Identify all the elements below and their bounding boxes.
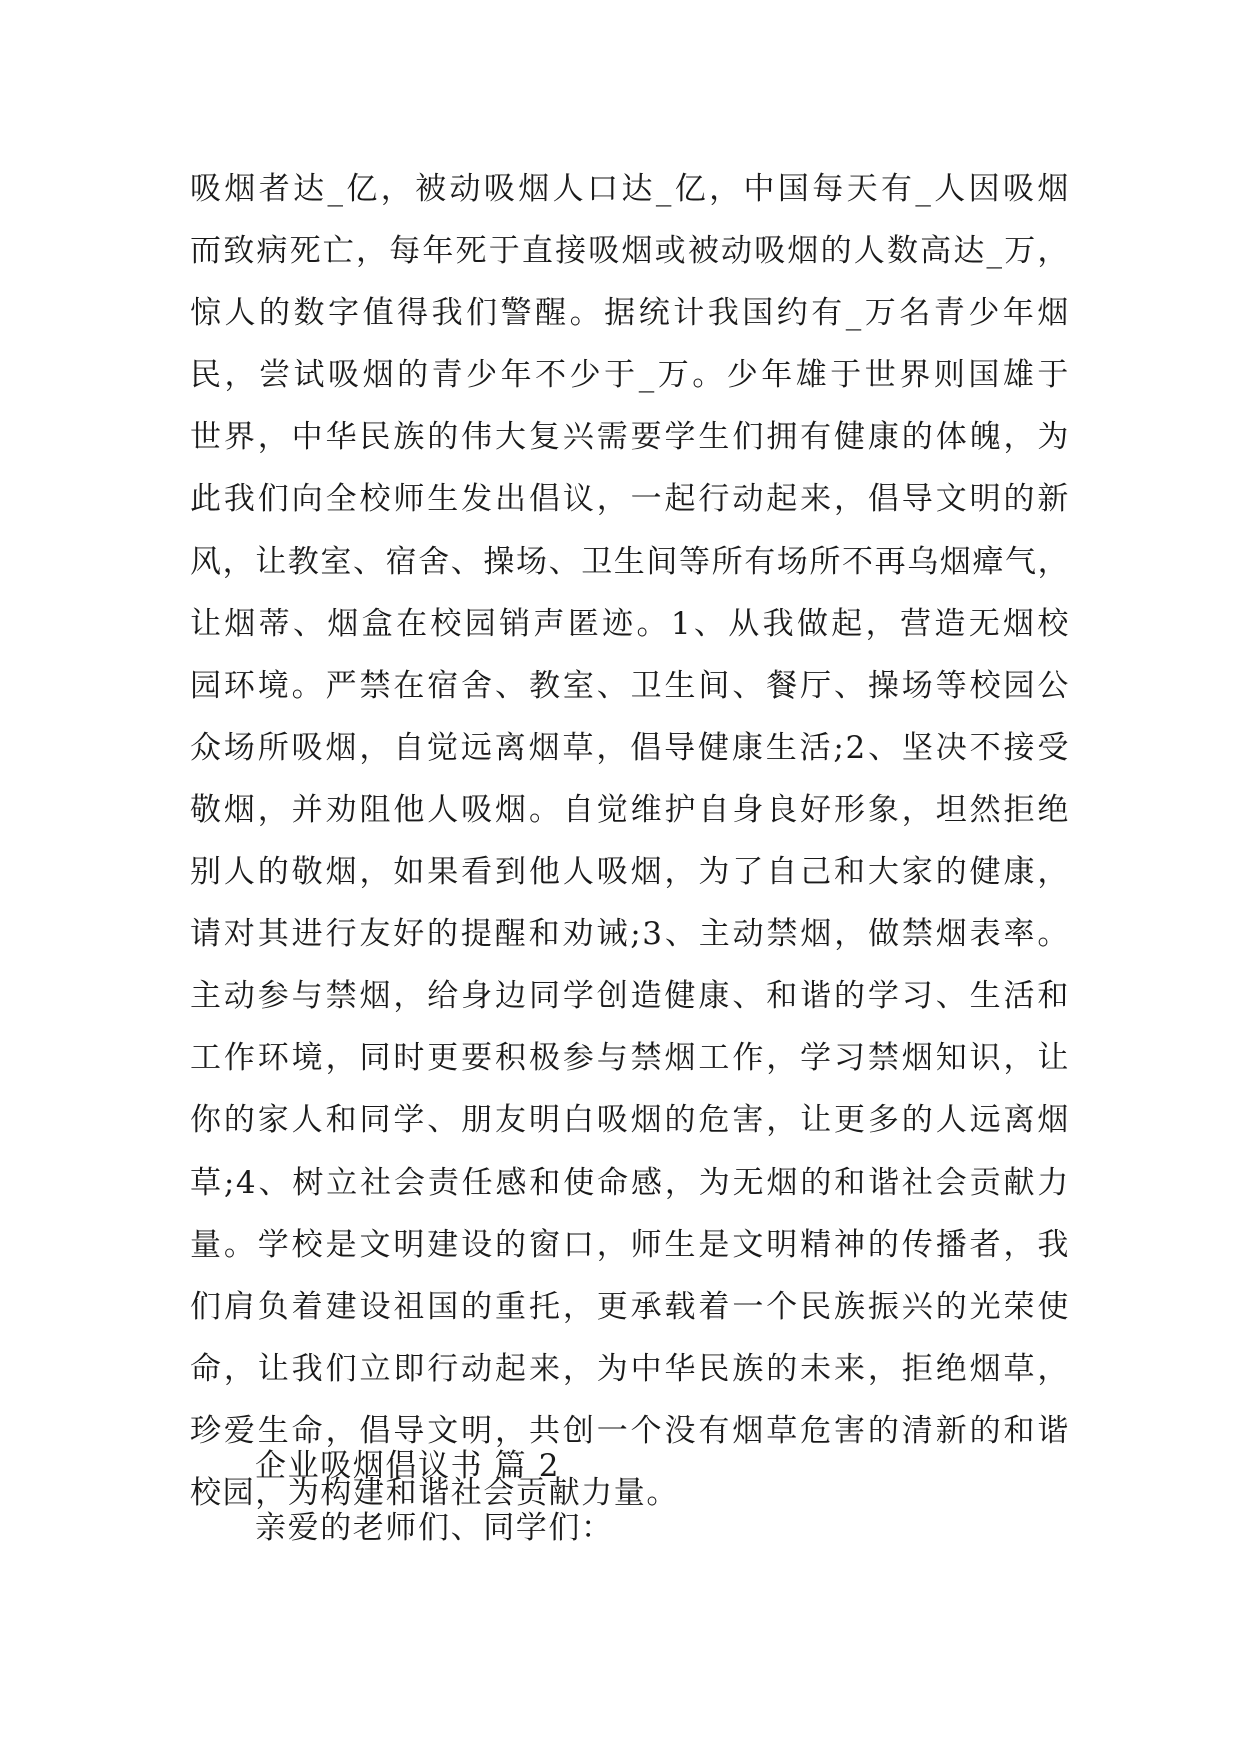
text-line: 量。学校是文明建设的窗口，师生是文明精神的传播者，我	[190, 1226, 1070, 1263]
text-line: 此我们向全校师生发出倡议，一起行动起来，倡导文明的新	[190, 481, 1070, 518]
text-line: 园环境。严禁在宿舍、教室、卫生间、餐厅、操场等校园公	[190, 667, 1070, 704]
text-line: 风，让教室、宿舍、操场、卫生间等所有场所不再乌烟瘴气，	[190, 543, 1071, 580]
text-line: 主动参与禁烟，给身边同学创造健康、和谐的学习、生活和	[190, 978, 1070, 1015]
text-line: 别人的敬烟，如果看到他人吸烟，为了自己和大家的健康，	[190, 854, 1070, 891]
text-line: 世界，中华民族的伟大复兴需要学生们拥有健康的体魄，为	[190, 419, 1070, 456]
text-line: 珍爱生命，倡导文明，共创一个没有烟草危害的清新的和谐	[190, 1412, 1070, 1449]
text-line: 敬烟，并劝阻他人吸烟。自觉维护自身良好形象，坦然拒绝	[190, 791, 1070, 828]
text-line: 而致病死亡，每年死于直接吸烟或被动吸烟的人数高达_万，	[190, 233, 1070, 270]
section-heading: 企业吸烟倡议书 篇 2	[255, 1448, 561, 1484]
text-line: 们肩负着建设祖国的重托，更承载着一个民族振兴的光荣使	[190, 1288, 1070, 1325]
text-line: 工作环境，同时更要积极参与禁烟工作，学习禁烟知识，让	[190, 1040, 1070, 1077]
text-line: 草;4、树立社会责任感和使命感，为无烟的和谐社会贡献力	[190, 1164, 1070, 1201]
body-paragraph	[190, 158, 1070, 1524]
text-line-last: 校园，为构建和谐社会贡献力量。	[190, 1474, 679, 1511]
salutation: 亲爱的老师们、同学们：	[255, 1510, 614, 1546]
text-line: 请对其进行友好的提醒和劝诫;3、主动禁烟，做禁烟表率。	[190, 916, 1070, 953]
text-line: 民，尝试吸烟的青少年不少于_万。少年雄于世界则国雄于	[190, 357, 1070, 394]
text-line: 吸烟者达_亿，被动吸烟人口达_亿，中国每天有_人因吸烟	[190, 171, 1070, 207]
text-line: 命，让我们立即行动起来，为中华民族的未来，拒绝烟草，	[190, 1350, 1070, 1387]
text-line: 惊人的数字值得我们警醒。据统计我国约有_万名青少年烟	[190, 295, 1070, 332]
text-line: 你的家人和同学、朋友明白吸烟的危害，让更多的人远离烟	[190, 1102, 1070, 1139]
text-line: 众场所吸烟，自觉远离烟草，倡导健康生活;2、坚决不接受	[190, 729, 1070, 766]
text-line: 让烟蒂、烟盒在校园销声匿迹。1、从我做起，营造无烟校	[190, 605, 1070, 642]
